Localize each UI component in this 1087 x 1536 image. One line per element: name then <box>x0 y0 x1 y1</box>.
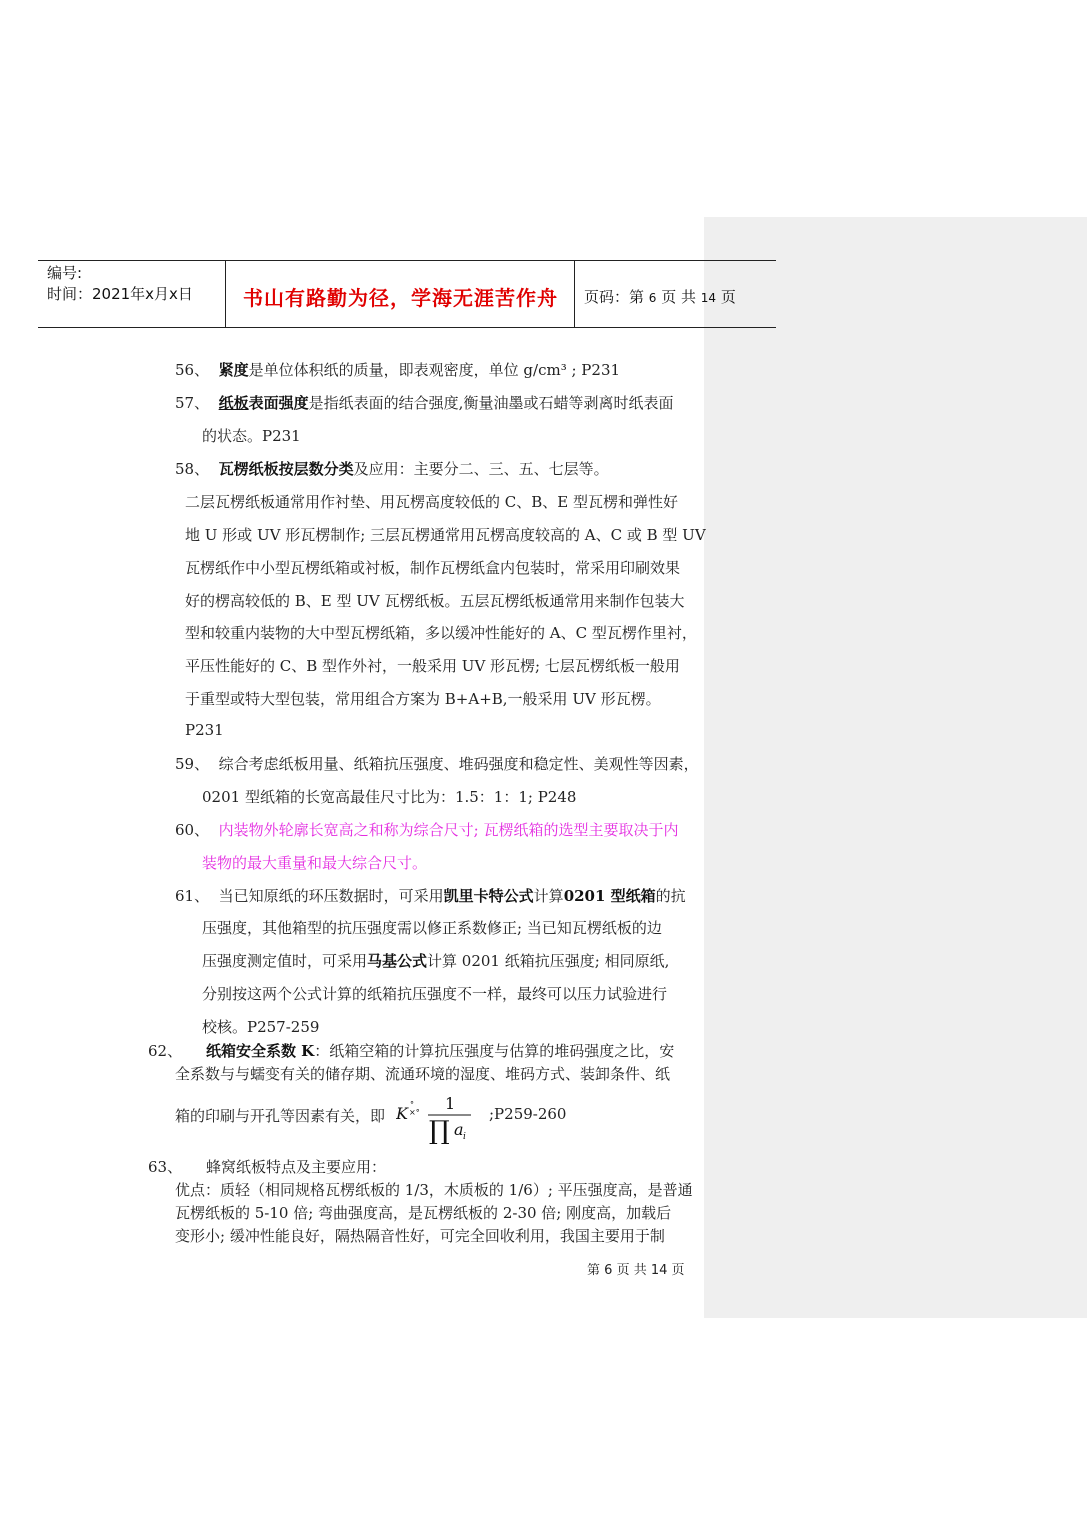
header-page-prefix: 页码：第 <box>584 288 645 306</box>
header-motto: 书山有路勤为径，学海无涯苦作舟 <box>243 286 558 310</box>
formula-subscript: i <box>463 1132 466 1142</box>
footer-current: 6 <box>604 1263 613 1278</box>
page-header <box>38 260 776 328</box>
header-page-suffix: 页 <box>720 288 736 306</box>
item-text: 综合考虑纸板用量、纸箱抗压强度、堆码强度和稳定性、美观性等因素， <box>218 755 699 773</box>
item-text: ：纸箱空箱的计算抗压强度与估算的堆码强度之比，安 <box>314 1042 675 1060</box>
item-term: 0201 型纸箱 <box>563 887 656 905</box>
item-text: 计算 <box>533 887 564 905</box>
item-58-line: P231 <box>185 721 224 739</box>
item-text: 的抗 <box>655 887 686 905</box>
header-page-current: 6 <box>648 291 657 305</box>
item-text: 是指纸表面的结合强度,衡量油墨或石蜡等剥离时纸表面 <box>308 394 674 412</box>
footer-total: 14 <box>650 1263 668 1278</box>
item-text: 是单位体积纸的质量，即表观密度，单位 g/cm³ ; P231 <box>248 361 621 379</box>
item-number: 62、 <box>148 1042 183 1060</box>
item-title: 蜂窝纸板特点及主要应用： <box>205 1158 386 1176</box>
item-number: 59、 <box>175 755 210 773</box>
item-63 <box>148 1156 386 1177</box>
item-59-line: 0201 型纸箱的长宽高最佳尺寸比为：1.5：1：1; P248 <box>202 788 577 806</box>
item-62 <box>148 1040 674 1061</box>
header-meta <box>47 263 193 305</box>
item-63-line: 变形小; 缓冲性能良好，隔热隔音性好，可完全回收利用，我国主要用于制 <box>175 1227 665 1245</box>
item-61 <box>175 885 686 906</box>
item-term: 瓦楞纸板按层数分类 <box>218 460 354 478</box>
item-term: 表面强度 <box>248 394 309 412</box>
safety-factor-formula <box>396 1094 486 1144</box>
formula-approx-symbol: ×° <box>409 1108 420 1117</box>
item-term-underlined: 纸板 <box>218 394 249 412</box>
formula-approx-symbol: ° <box>410 1100 414 1109</box>
formula-numerator: 1 <box>445 1094 456 1113</box>
item-number: 63、 <box>148 1158 183 1176</box>
page-footer <box>587 1259 685 1278</box>
item-61-line: 压强度，其他箱型的抗压强度需以修正系数修正; 当已知瓦楞纸板的边 <box>202 919 662 937</box>
item-term: 凯里卡特公式 <box>443 887 534 905</box>
item-term: 纸箱安全系数 K <box>205 1042 315 1060</box>
item-term: 紧度 <box>218 361 249 379</box>
item-58-line: 于重型或特大型包装，常用组合方案为 B+A+B,一般采用 UV 形瓦楞。 <box>185 690 661 708</box>
item-text-highlighted: 内装物外轮廓长宽高之和称为综合尺寸; 瓦楞纸箱的选型主要取决于内 <box>218 821 679 839</box>
item-56 <box>175 359 620 380</box>
item-58-line: 二层瓦楞纸板通常用作衬垫、用瓦楞高度较低的 C、B、E 型瓦楞和弹性好 <box>185 493 678 511</box>
item-text: 及应用：主要分二、三、五、七层等。 <box>353 460 609 478</box>
header-page-number <box>584 286 736 307</box>
footer-prefix: 第 <box>587 1263 601 1278</box>
comment-pane <box>704 217 1087 1318</box>
item-58-line: 型和较重内装物的大中型瓦楞纸箱，多以缓冲性能好的 A、C 型瓦楞作里衬， <box>185 624 697 642</box>
item-63-line: 瓦楞纸板的 5-10 倍; 弯曲强度高，是瓦楞纸板的 2-30 倍; 刚度高，加载后 <box>175 1204 672 1222</box>
item-62-line: 全系数与与蠕变有关的储存期、流通环境的湿度、堆码方式、装卸条件、纸 <box>175 1065 671 1083</box>
footer-mid: 页 共 <box>616 1263 647 1278</box>
item-text: 压强度测定值时，可采用 <box>202 952 368 970</box>
item-62-reference: ;P259-260 <box>489 1105 567 1123</box>
item-number: 60、 <box>175 821 210 839</box>
formula-denominator: a <box>454 1120 464 1139</box>
formula-product-symbol: ∏ <box>429 1116 450 1144</box>
item-text: 当已知原纸的环压数据时，可采用 <box>218 887 444 905</box>
item-58 <box>175 458 609 479</box>
item-63-line: 优点：质轻（相同规格瓦楞纸板的 1/3，木质板的 1/6）; 平压强度高，是普通 <box>175 1181 693 1199</box>
item-60 <box>175 819 678 840</box>
item-number: 56、 <box>175 361 210 379</box>
item-text: 计算 0201 纸箱抗压强度; 相同原纸, <box>427 952 670 970</box>
header-time-label: 时间：2021年x月x日 <box>47 285 193 303</box>
header-page-mid: 页 共 <box>661 288 696 306</box>
item-57 <box>175 392 673 413</box>
header-divider <box>225 261 226 327</box>
item-58-line: 地 U 形或 UV 形瓦楞制作; 三层瓦楞通常用瓦楞高度较高的 A、C 或 B 型 UV <box>185 526 706 544</box>
item-61-line: 分别按这两个公式计算的纸箱抗压强度不一样，最终可以压力试验进行 <box>202 985 668 1003</box>
footer-suffix: 页 <box>671 1263 685 1278</box>
item-61-line: 校核。P257-259 <box>202 1018 320 1036</box>
header-number-label: 编号: <box>47 264 83 282</box>
header-divider <box>574 261 575 327</box>
item-61-line <box>202 950 669 971</box>
item-number: 58、 <box>175 460 210 478</box>
item-62-line: 箱的印刷与开孔等因素有关，即 <box>175 1107 386 1125</box>
item-59 <box>175 753 699 774</box>
formula-k: K <box>396 1104 408 1123</box>
header-page-total: 14 <box>700 291 717 305</box>
item-number: 61、 <box>175 887 210 905</box>
item-60-line-highlighted: 装物的最大重量和最大综合尺寸。 <box>202 854 428 872</box>
item-58-line: 瓦楞纸作中小型瓦楞纸箱或衬板，制作瓦楞纸盒内包装时，常采用印刷效果 <box>185 559 681 577</box>
item-number: 57、 <box>175 394 210 412</box>
item-57-line: 的状态。P231 <box>202 427 301 445</box>
item-58-line: 平压性能好的 C、B 型作外衬，一般采用 UV 形瓦楞; 七层瓦楞纸板一般用 <box>185 657 680 675</box>
item-term: 马基公式 <box>367 952 428 970</box>
item-58-line: 好的楞高较低的 B、E 型 UV 瓦楞纸板。五层瓦楞纸板通常用来制作包装大 <box>185 592 685 610</box>
